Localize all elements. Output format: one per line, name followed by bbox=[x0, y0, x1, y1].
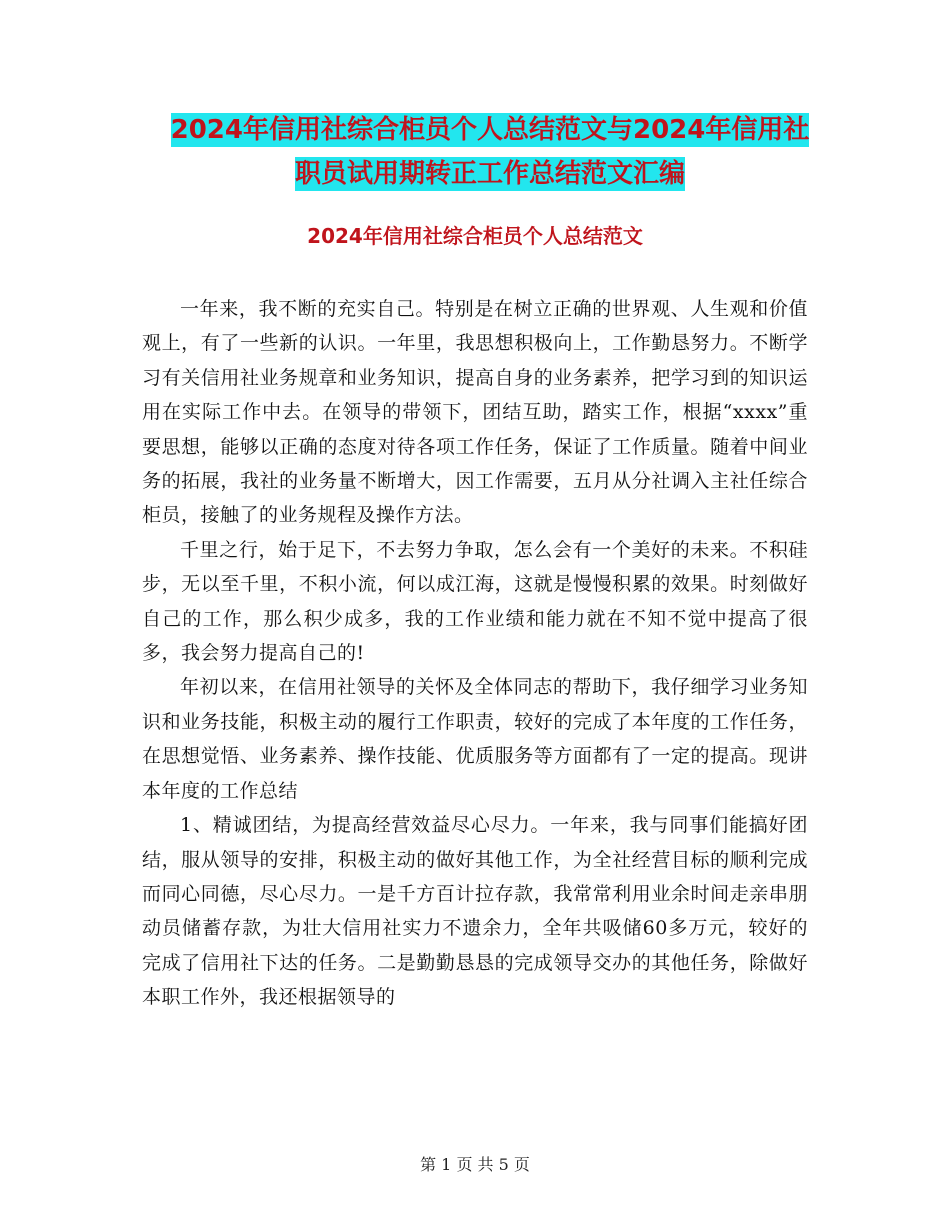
paragraph: 一年来，我不断的充实自己。特别是在树立正确的世界观、人生观和价值观上，有了一些新的认识。一年里，我思想积极向上，工作勤恳努力。不断学习有关信用社业务规章和业务知识，提高自身的业务素养，把学习到的知识运用在实际工作中去。在领导的带领下，团结互助，踏实工作，根据“xxxx”重要思想，能够以正确的态度对待各项工作任务，保证了工作质量。随着中间业务的拓展，我社的业务量不断增大，因工作需要，五月从分社调入主社任综合柜员，接触了的业务规程及操作方法。 bbox=[142, 298, 808, 527]
paragraph: 1、精诚团结，为提高经营效益尽心尽力。一年来，我与同事们能搞好团结，服从领导的安排，积极主动的做好其他工作，为全社经营目标的顺利完成而同心同德，尽心尽力。一是千方百计拉存款，我常常利用业余时间走亲串朋动员储蓄存款，为壮大信用社实力不遗余力，全年共吸储60多万元，较好的完成了信用社下达的任务。二是勤勤恳恳的完成领导交办的其他任务，除做好本职工作外，我还根据领导的 bbox=[142, 814, 808, 1009]
document-body bbox=[142, 292, 808, 1015]
document-title bbox=[140, 108, 840, 196]
page-footer: 第 1 页 共 5 页 bbox=[420, 1155, 530, 1174]
document-title-line-1: 2024年信用社综合柜员个人总结范文与2024年信用社 bbox=[170, 115, 810, 145]
paragraph: 年初以来，在信用社领导的关怀及全体同志的帮助下，我仔细学习业务知识和业务技能，积极主动的履行工作职责，较好的完成了本年度的工作任务，在思想觉悟、业务素养、操作技能、优质服务等方面都有了一定的提高。现讲本年度的工作总结 bbox=[142, 676, 808, 802]
document-title-line-2: 职员试用期转正工作总结范文汇编 bbox=[294, 159, 685, 189]
paragraph: 千里之行，始于足下，不去努力争取，怎么会有一个美好的未来。不积硅步，无以至千里，不积小流，何以成江海，这就是慢慢积累的效果。时刻做好自己的工作，那么积少成多，我的工作业绩和能力就在不知不觉中提高了很多，我会努力提高自己的! bbox=[142, 538, 808, 665]
section-title: 2024年信用社综合柜员个人总结范文 bbox=[307, 224, 643, 248]
